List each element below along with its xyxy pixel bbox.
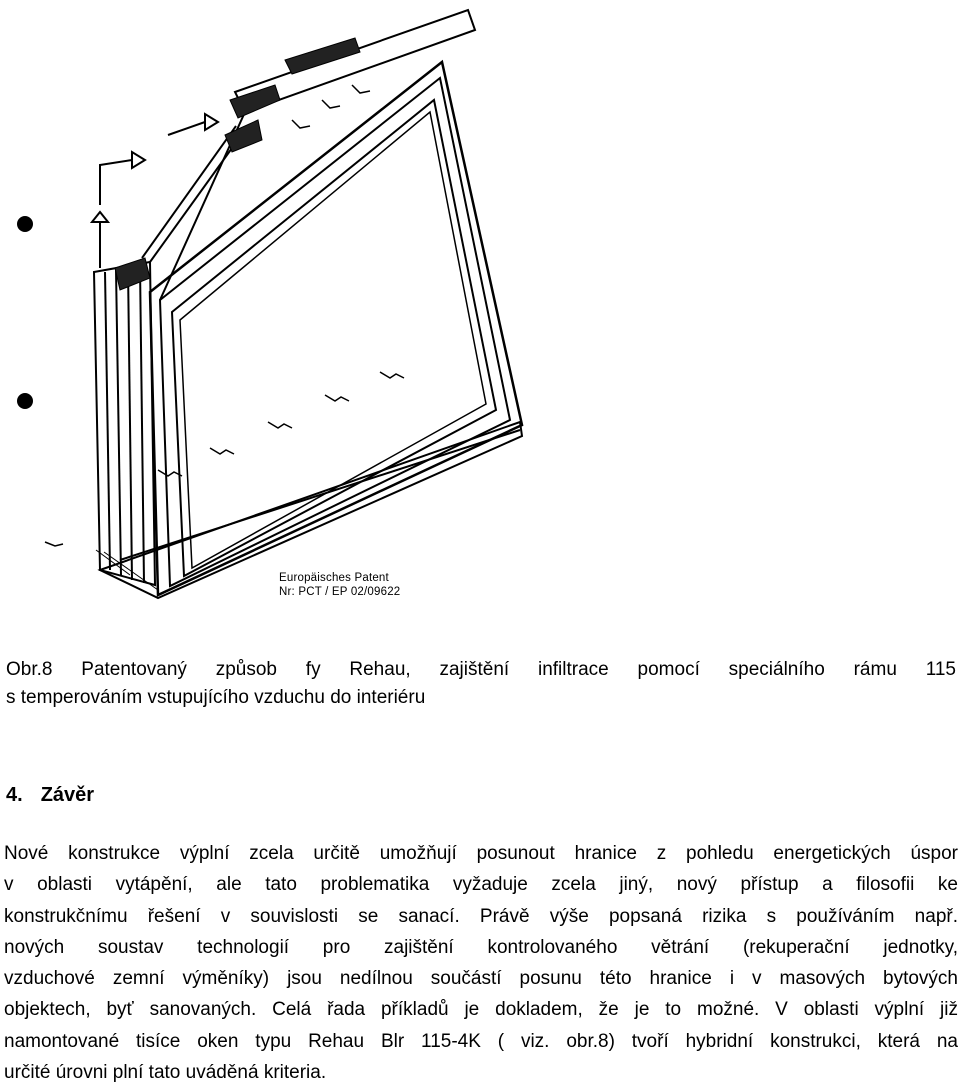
- figure-caption: [6, 656, 956, 712]
- caption-line: Obr.8 Patentovaný způsob fy Rehau, zajištění infiltrace pomocí speciálního rámu 115: [6, 659, 956, 680]
- bullet-point: [17, 216, 33, 232]
- body-line: určité úrovni plní tato uváděná kriteria.: [4, 1062, 327, 1084]
- section-heading: [6, 784, 94, 807]
- section-number: 4.: [6, 784, 23, 806]
- bullet-point: [17, 393, 33, 409]
- patent-label-line-2: Nr: PCT / EP 02/09622: [279, 586, 401, 598]
- body-line: namontované tisíce oken typu Rehau Blr 115-4K ( viz. obr.8) tvoří hybridní konstrukci, která na: [4, 1030, 958, 1052]
- body-line: konstrukčnímu řešení v souvislosti se sanací. Právě výše popsaná rizika s používáním např.: [4, 905, 958, 927]
- body-line: objektech, byť sanovaných. Celá řada příkladů je dokladem, že je to možné. V oblasti výplní již: [4, 999, 958, 1021]
- caption-line: s temperováním vstupujícího vzduchu do interiéru: [6, 687, 426, 708]
- body-line: Nové konstrukce výplní zcela určitě umožňují posunout hranice z pohledu energetických úspor: [4, 843, 958, 864]
- body-paragraph: [4, 838, 958, 1088]
- patent-label-line-1: Europäisches Patent: [279, 572, 389, 584]
- section-title: Závěr: [40, 784, 95, 806]
- body-line: v oblasti vytápění, ale tato problematika vyžaduje zcela jiný, nový přístup a filosofii ke: [4, 874, 958, 896]
- body-line: vzduchové zemní výměníky) jsou nedílnou součástí posunu této hranice i v masových bytových: [4, 968, 958, 990]
- body-line: nových soustav technologií pro zajištění kontrolovaného větrání (rekuperační jednotky,: [4, 936, 958, 958]
- patent-label: [279, 571, 400, 599]
